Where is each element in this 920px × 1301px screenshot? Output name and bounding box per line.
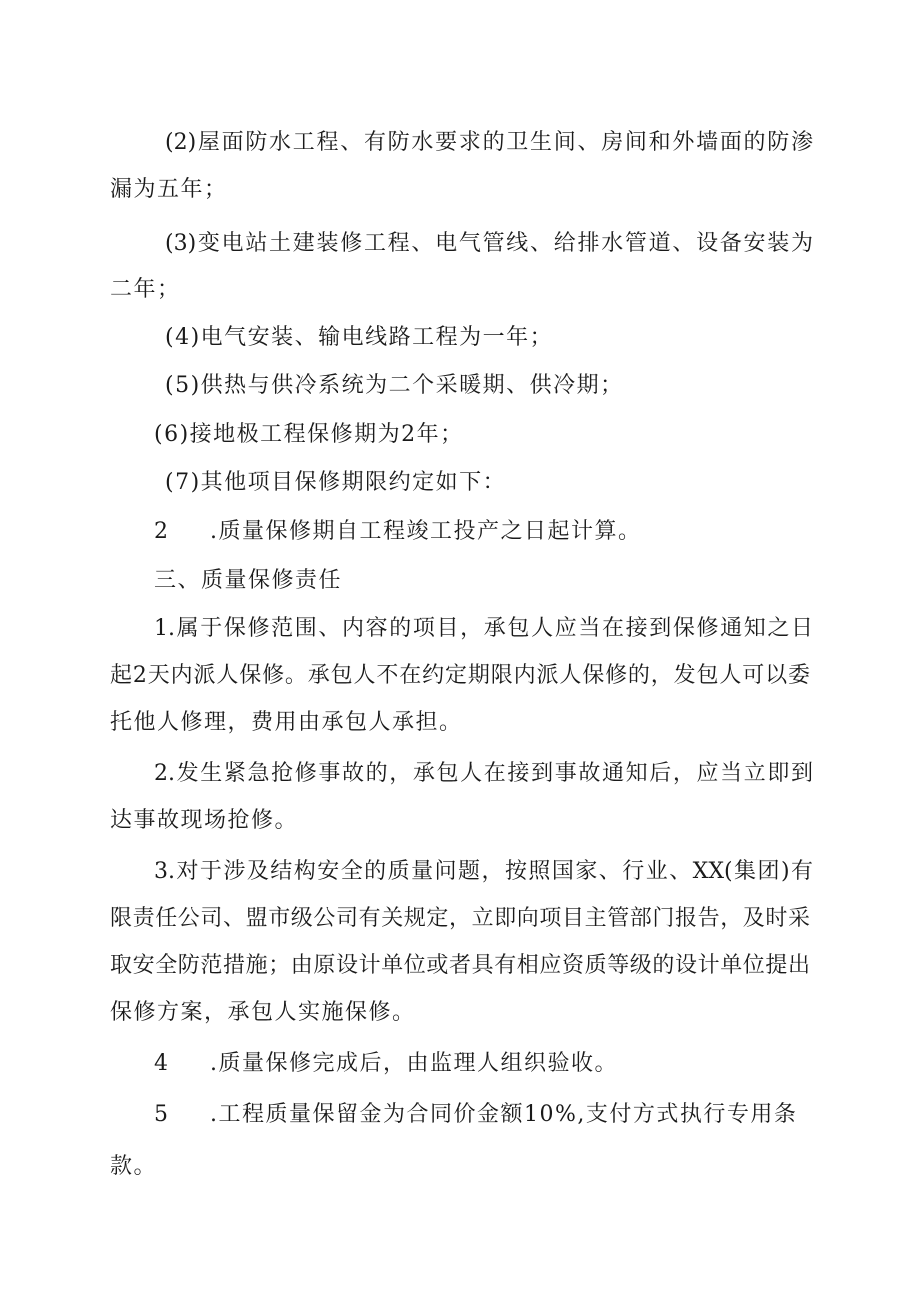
s3-3-line-4: 保修方案，承包人实施保修。 <box>110 1000 416 1025</box>
s3-5 <box>154 1100 797 1130</box>
item-4-line: (4)电气安装、输电线路工程为一年； <box>165 325 554 350</box>
item-2-line-2: 漏为五年； <box>110 177 228 202</box>
item-3-line-2: 二年； <box>110 277 181 302</box>
s3-1-line-2: 起2天内派人保修。承包人不在约定期限内派人保修的，发包人可以委 <box>110 663 810 688</box>
s3-2-line-2: 达事故现场抢修。 <box>110 808 299 833</box>
s3-5-text: .工程质量保留金为合同价金额10%,支付方式执行专用条 <box>210 1102 798 1127</box>
s3-5-continuation: 款。 <box>110 1154 158 1179</box>
item-6-line: (6)接地极工程保修期为2年； <box>154 422 464 447</box>
s3-4 <box>154 1049 618 1079</box>
s3-5-number: 5 <box>154 1102 170 1127</box>
s3-3-line-3: 取安全防范措施；由原设计单位或者具有相应资质等级的设计单位提出 <box>110 953 810 978</box>
clause-2 <box>154 517 642 547</box>
s3-4-text: .质量保修完成后，由监理人组织验收。 <box>210 1051 618 1076</box>
item-2-line-1: (2)屋面防水工程、有防水要求的卫生间、房间和外墙面的防渗 <box>165 130 813 155</box>
s3-3-line-1: 3.对于涉及结构安全的质量问题，按照国家、行业、XX(集团)有 <box>154 859 813 884</box>
s3-1-line-1: 1.属于保修范围、内容的项目，承包人应当在接到保修通知之日 <box>154 616 813 641</box>
clause-2-number: 2 <box>154 519 170 544</box>
item-7-line: (7)其他项目保修期限约定如下： <box>165 470 507 495</box>
item-5-line: (5)供热与供冷系统为二个采暖期、供冷期； <box>165 373 624 398</box>
section-3-heading: 三、质量保修责任 <box>154 568 343 593</box>
s3-2-line-1: 2.发生紧急抢修事故的，承包人在接到事故通知后，应当立即到 <box>154 761 813 786</box>
item-3-line-1: (3)变电站土建装修工程、电气管线、给排水管道、设备安装为 <box>165 231 813 256</box>
clause-2-text: .质量保修期自工程竣工投产之日起计算。 <box>210 519 642 544</box>
s3-4-number: 4 <box>154 1051 170 1076</box>
s3-3-line-2: 限责任公司、盟市级公司有关规定，立即向项目主管部门报告，及时采 <box>110 906 810 931</box>
s3-1-line-3: 托他人修理，费用由承包人承担。 <box>110 710 463 735</box>
